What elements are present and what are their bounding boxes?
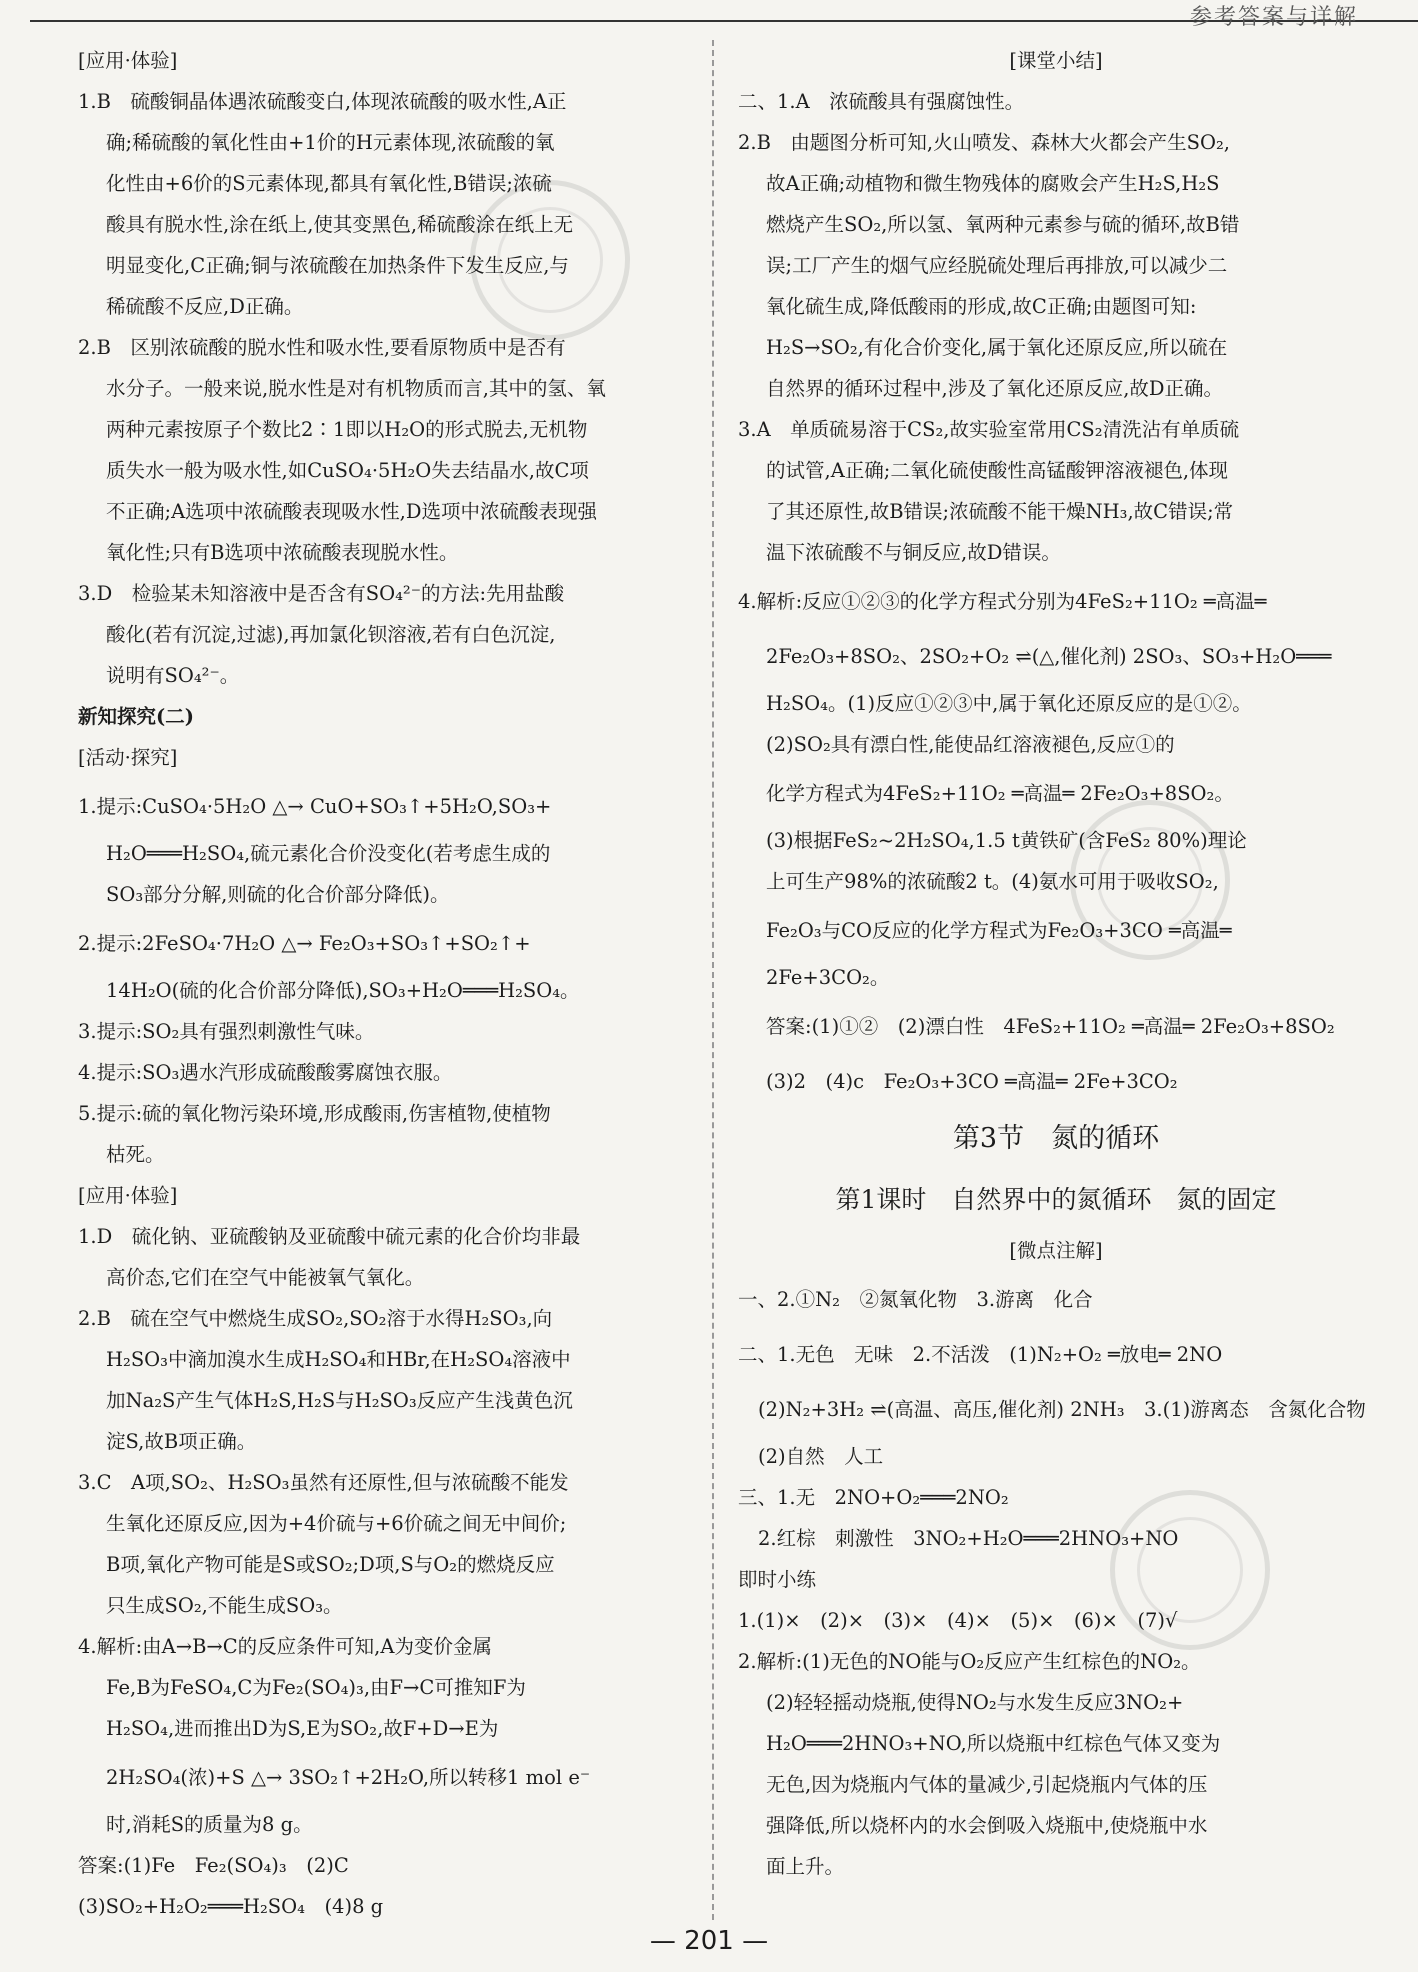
lesson-title: 第1课时 自然界中的氮循环 氮的固定 [835,1185,1277,1214]
answer-line: H₂O═══H₂SO₄,硫元素化合价没变化(若考虑生成的 [106,842,551,865]
answer-line: 3.A 单质硫易溶于CS₂,故实验室常用CS₂清洗沾有单质硫 [738,418,1240,441]
answer-line: 温下浓硫酸不与铜反应,故D错误。 [766,541,1061,564]
left-column [78,40,698,1927]
answer-line: Fe,B为FeSO₄,C为Fe₂(SO₄)₃,由F→C可推知F为 [106,1676,526,1699]
column-divider [712,40,714,1920]
answer-line: 2.提示:2FeSO₄·7H₂O △→ Fe₂O₃+SO₃↑+SO₂↑+ [78,932,531,955]
section-label: [课堂小结] [1009,49,1103,72]
answer-line: 故A正确;动植物和微生物残体的腐败会产生H₂S,H₂S [766,172,1220,195]
answer-line: 确;稀硫酸的氧化性由+1价的H元素体现,浓硫酸的氧 [106,131,555,154]
answer-line: 三、1.无 2NO+O₂═══2NO₂ [738,1486,1009,1509]
answer-line: 3.提示:SO₂具有强烈刺激性气味。 [78,1020,375,1043]
answer-line: 高价态,它们在空气中能被氧气氧化。 [106,1266,425,1289]
section-label: [应用·体验] [78,1184,178,1207]
answer-line: 明显变化,C正确;铜与浓硫酸在加热条件下发生反应,与 [106,254,569,277]
section-label: [活动·探究] [78,746,178,769]
answer-line: 1.(1)× (2)× (3)× (4)× (5)× (6)× (7)√ [738,1609,1178,1632]
answer-line: 说明有SO₄²⁻。 [106,664,240,687]
answer-line: 二、1.A 浓硫酸具有强腐蚀性。 [738,90,1025,113]
section-heading: 新知探究(二) [78,705,194,728]
answer-line: 2.解析:(1)无色的NO能与O₂反应产生红棕色的NO₂。 [738,1650,1201,1673]
answer-key-line: 答案:(1)Fe Fe₂(SO₄)₃ (2)C [78,1854,349,1877]
answer-line: 1.提示:CuSO₄·5H₂O △→ CuO+SO₃↑+5H₂O,SO₃+ [78,795,552,818]
header-corner-text: 参考答案与详解 [1189,5,1358,30]
answer-line: 误;工厂产生的烟气应经脱硫处理后再排放,可以减少二 [766,254,1228,277]
answer-line: 氧化性;只有B选项中浓硫酸表现脱水性。 [106,541,459,564]
answer-line: H₂SO₄。(1)反应①②③中,属于氧化还原反应的是①②。 [766,692,1252,715]
answer-line: (2)自然 人工 [758,1445,884,1468]
answer-line: 不正确;A选项中浓硫酸表现吸水性,D选项中浓硫酸表现强 [106,500,597,523]
answer-key-line: (3)2 (4)c Fe₂O₃+3CO ═高温═ 2Fe+3CO₂ [766,1070,1178,1093]
answer-line: 化学方程式为4FeS₂+11O₂ ═高温═ 2Fe₂O₃+8SO₂。 [766,782,1234,805]
answer-line: 时,消耗S的质量为8 g。 [106,1813,313,1836]
answer-line: 3.C A项,SO₂、H₂SO₃虽然有还原性,但与浓硫酸不能发 [78,1471,569,1494]
answer-line: 2.B 硫在空气中燃烧生成SO₂,SO₂溶于水得H₂SO₃,向 [78,1307,553,1330]
answer-line: (2)SO₂具有漂白性,能使品红溶液褪色,反应①的 [766,733,1175,756]
answer-line: 上可生产98%的浓硫酸2 t。(4)氨水可用于吸收SO₂, [766,870,1219,893]
answer-line: 淀S,故B项正确。 [106,1430,257,1453]
answer-line: 只生成SO₂,不能生成SO₃。 [106,1594,343,1617]
answer-line: 氧化硫生成,降低酸雨的形成,故C正确;由题图可知: [766,295,1197,318]
answer-line: 1.D 硫化钠、亚硫酸钠及亚硫酸中硫元素的化合价均非最 [78,1225,581,1248]
answer-line: 化性由+6价的S元素体现,都具有氧化性,B错误;浓硫 [106,172,552,195]
answer-line: 5.提示:硫的氧化物污染环境,形成酸雨,伤害植物,使植物 [78,1102,551,1125]
answer-line: 强降低,所以烧杯内的水会倒吸入烧瓶中,使烧瓶中水 [766,1814,1208,1837]
answer-line: 4.提示:SO₃遇水汽形成硫酸酸雾腐蚀衣服。 [78,1061,453,1084]
answer-line: 自然界的循环过程中,涉及了氧化还原反应,故D正确。 [766,377,1224,400]
answer-line: 2.红棕 刺激性 3NO₂+H₂O═══2HNO₃+NO [758,1527,1179,1550]
answer-line: 2Fe₂O₃+8SO₂、2SO₂+O₂ ⇌(△,催化剂) 2SO₃、SO₃+H₂O═══ [766,645,1332,668]
right-column [738,40,1374,1887]
answer-line: 4.解析:反应①②③的化学方程式分别为4FeS₂+11O₂ ═高温═ [738,590,1267,613]
answer-line: 酸化(若有沉淀,过滤),再加氯化钡溶液,若有白色沉淀, [106,623,556,646]
answer-line: 质失水一般为吸水性,如CuSO₄·5H₂O失去结晶水,故C项 [106,459,589,482]
answer-line: 2.B 区别浓硫酸的脱水性和吸水性,要看原物质中是否有 [78,336,566,359]
answer-line: 14H₂O(硫的化合价部分降低),SO₃+H₂O═══H₂SO₄。 [106,979,580,1002]
answer-line: Fe₂O₃与CO反应的化学方程式为Fe₂O₃+3CO ═高温═ [766,919,1232,942]
answer-line: 二、1.无色 无味 2.不活泼 (1)N₂+O₂ ═放电═ 2NO [738,1343,1223,1366]
answer-line: 的试管,A正确;二氧化硫使酸性高锰酸钾溶液褪色,体现 [766,459,1229,482]
answer-line: SO₃部分分解,则硫的化合价部分降低)。 [106,883,450,906]
section-label: [应用·体验] [78,49,178,72]
answer-line: 无色,因为烧瓶内气体的量减少,引起烧瓶内气体的压 [766,1773,1208,1796]
answer-line: 1.B 硫酸铜晶体遇浓硫酸变白,体现浓硫酸的吸水性,A正 [78,90,567,113]
answer-line: (3)根据FeS₂~2H₂SO₄,1.5 t黄铁矿(含FeS₂ 80%)理论 [766,829,1247,852]
answer-line: (2)轻轻摇动烧瓶,使得NO₂与水发生反应3NO₂+ [766,1691,1184,1714]
page-number: — 201 — [649,1926,769,1956]
answer-key-line: (3)SO₂+H₂O₂═══H₂SO₄ (4)8 g [78,1895,384,1918]
section-title: 第3节 氮的循环 [952,1123,1160,1154]
answer-key-line: 答案:(1)①② (2)漂白性 4FeS₂+11O₂ ═高温═ 2Fe₂O₃+8SO₂ [766,1015,1335,1038]
answer-line: (2)N₂+3H₂ ⇌(高温、高压,催化剂) 2NH₃ 3.(1)游离态 含氮化合物 [758,1398,1366,1421]
answer-line: 一、2.①N₂ ②氮氧化物 3.游离 化合 [738,1288,1093,1311]
answer-line: 燃烧产生SO₂,所以氢、氧两种元素参与硫的循环,故B错 [766,213,1240,236]
answer-line: 水分子。一般来说,脱水性是对有机物质而言,其中的氢、氧 [106,377,606,400]
answer-line: H₂SO₄,进而推出D为S,E为SO₂,故F+D→E为 [106,1717,499,1740]
answer-line: 加Na₂S产生气体H₂S,H₂S与H₂SO₃反应产生浅黄色沉 [106,1389,573,1412]
answer-line: 2H₂SO₄(浓)+S △→ 3SO₂↑+2H₂O,所以转移1 mol e⁻ [106,1766,591,1789]
answer-line: 生氧化还原反应,因为+4价硫与+6价硫之间无中间价; [106,1512,567,1535]
answer-line: 酸具有脱水性,涂在纸上,使其变黑色,稀硫酸涂在纸上无 [106,213,574,236]
answer-line: 两种元素按原子个数比2∶1即以H₂O的形式脱去,无机物 [106,418,588,441]
answer-line: 了其还原性,故B错误;浓硫酸不能干燥NH₃,故C错误;常 [766,500,1234,523]
answer-line: 3.D 检验某未知溶液中是否含有SO₄²⁻的方法:先用盐酸 [78,582,565,605]
answer-line: H₂O═══2HNO₃+NO,所以烧瓶中红棕色气体又变为 [766,1732,1221,1755]
answer-line: H₂SO₃中滴加溴水生成H₂SO₄和HBr,在H₂SO₄溶液中 [106,1348,571,1371]
answer-line: 2Fe+3CO₂。 [766,966,890,989]
practice-heading: 即时小练 [738,1568,817,1591]
section-label: [微点注解] [1009,1239,1103,1262]
answer-line: H₂S→SO₂,有化合价变化,属于氧化还原反应,所以硫在 [766,336,1228,359]
answer-line: B项,氧化产物可能是S或SO₂;D项,S与O₂的燃烧反应 [106,1553,555,1576]
answer-line: 稀硫酸不反应,D正确。 [106,295,304,318]
answer-line: 面上升。 [766,1855,845,1878]
answer-line: 2.B 由题图分析可知,火山喷发、森林大火都会产生SO₂, [738,131,1230,154]
answer-line: 枯死。 [106,1143,165,1166]
answer-line: 4.解析:由A→B→C的反应条件可知,A为变价金属 [78,1635,492,1658]
